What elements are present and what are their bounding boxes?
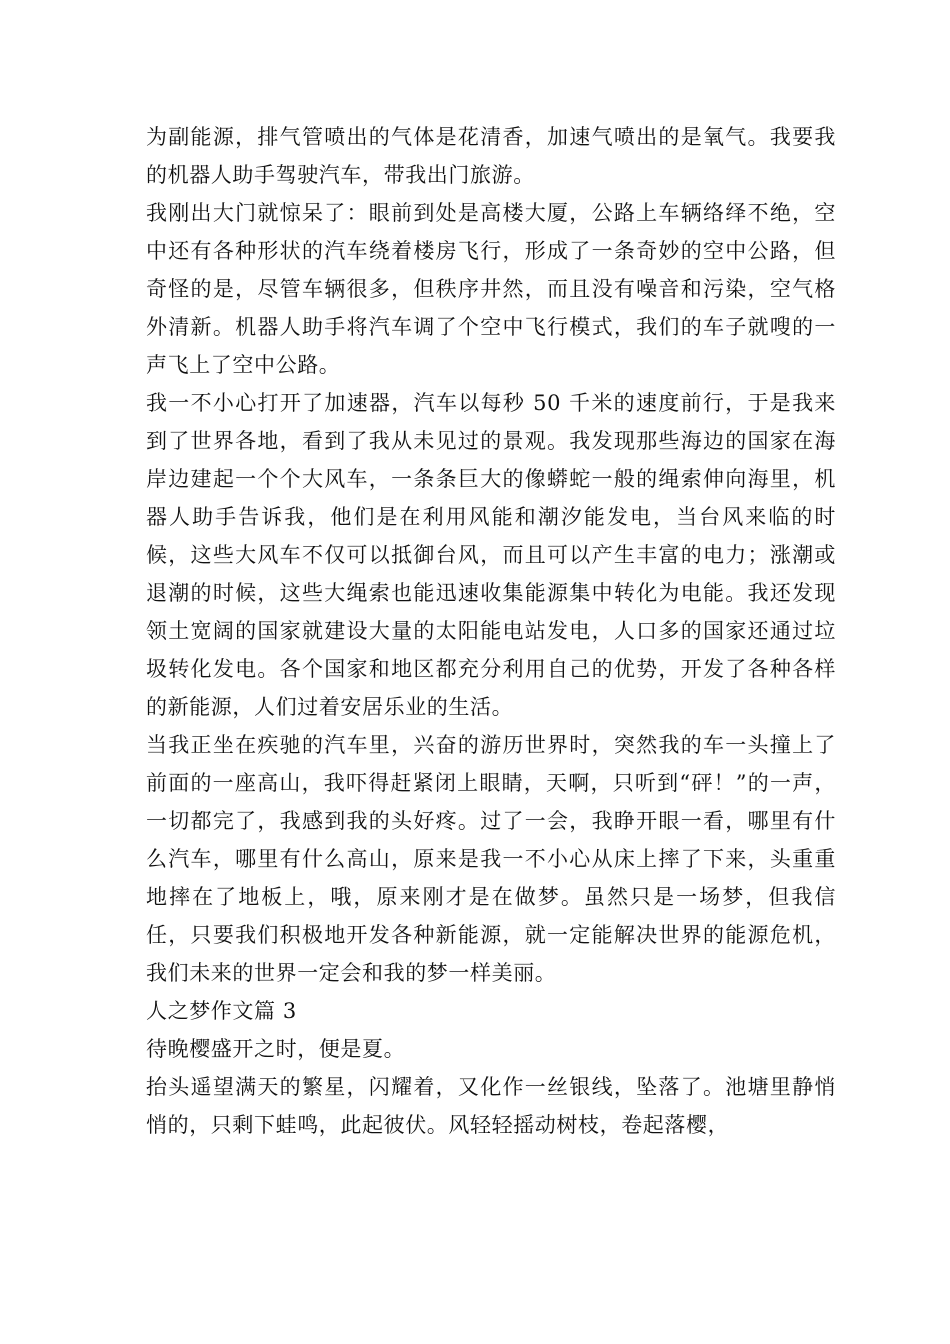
paragraph-3: 我一不小心打开了加速器，汽车以每秒 50 千米的速度前行，于是我来到了世界各地，看到了我从未见过的景观。我发现那些海边的国家在海岸边建起一个个大风车，一条条巨大的像蟒蛇一般的绳索伸向海里，机器人助手告诉我，他们是在利用风能和潮汐能发电，当台风来临的时候，这些大风车不仅可以抵御台风，而且可以产生丰富的电力；涨潮或退潮的时候，这些大绳索也能迅速收集能源集中转化为电能。我还发现领土宽阔的国家就建设大量的太阳能电站发电，人口多的国家还通过垃圾转化发电。各个国家和地区都充分利用自己的优势，开发了各种各样的新能源，人们过着安居乐业的生活。 — [146, 391, 836, 719]
paragraph-6: 抬头遥望满天的繁星，闪耀着，又化作一丝银线，坠落了。池塘里静悄悄的，只剩下蛙鸣，此起彼伏。风轻轻摇动树枝，卷起落樱， — [146, 1075, 836, 1137]
section-heading: 人之梦作文篇 3 — [146, 999, 297, 1023]
paragraph-4: 当我正坐在疾驰的汽车里，兴奋的游历世界时，突然我的车一头撞上了前面的一座高山，我吓得赶紧闭上眼睛，天啊，只听到“砰！”的一声，一切都完了，我感到我的头好疼。过了一会，我睁开眼一看，哪里有什么汽车，哪里有什么高山，原来是我一不小心从床上摔了下来，头重重地摔在了地板上，哦，原来刚才是在做梦。虽然只是一场梦，但我信任，只要我们积极地开发各种新能源，就一定能解决世界的能源危机，我们未来的世界一定会和我的梦一样美丽。 — [146, 733, 836, 985]
document-body — [146, 118, 836, 1144]
paragraph-2: 我刚出大门就惊呆了：眼前到处是高楼大厦，公路上车辆络绎不绝，空中还有各种形状的汽车绕着楼房飞行，形成了一条奇妙的空中公路，但奇怪的是，尽管车辆很多，但秩序井然，而且没有噪音和污染，空气格外清新。机器人助手将汽车调了个空中飞行模式，我们的车子就嗖的一声飞上了空中公路。 — [146, 201, 836, 377]
paragraph-1: 为副能源，排气管喷出的气体是花清香，加速气喷出的是氧气。我要我的机器人助手驾驶汽车，带我出门旅游。 — [146, 125, 836, 187]
paragraph-5: 待晚樱盛开之时，便是夏。 — [146, 1037, 406, 1061]
